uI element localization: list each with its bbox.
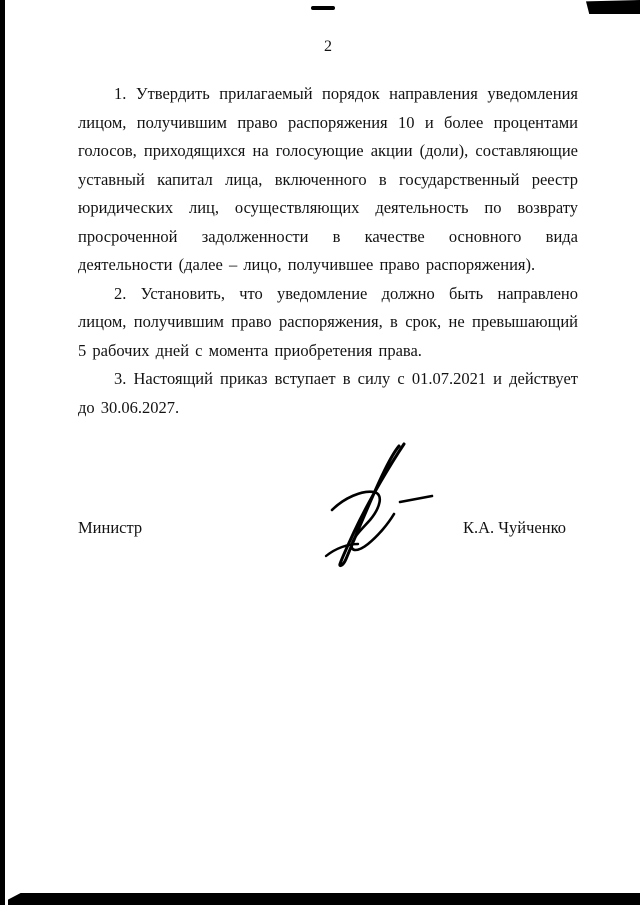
scan-artifact-left-edge [0,0,5,905]
signature-block [78,468,578,588]
page-content [78,38,578,588]
scan-artifact-top-dash [311,6,335,10]
scan-artifact-bottom-bar [8,893,640,905]
paragraph-2: 2. Установить, что уведомление должно быть направлено лицом, получившим право распоряжения, в срок, не превышающий 5 рабочих дней с момента приобретения права. [78,283,578,360]
paragraph-3: 3. Настоящий приказ вступает в силу с 01.07.2021 и действует до 30.06.2027. [78,369,578,417]
handwritten-signature-icon [296,440,446,570]
scan-artifact-top-right-corner [586,0,640,14]
signature-name: К.А. Чуйченко [463,518,566,537]
page-number: 2 [324,38,332,55]
signature-title: Министр [78,518,143,537]
paragraph-1: 1. Утвердить прилагаемый порядок направления уведомления лицом, получившим право распоряжения 10 и более процентами голосов, приходящихся на голосующие акции (доли), составляющие уставный капитал лица, включенного в государственный реестр юридических лиц, осуществляющих деятельность по возврату просроченной задолженности в качестве основного вида деятельности (далее – лицо, получившее право распоряжения). [78,84,578,274]
